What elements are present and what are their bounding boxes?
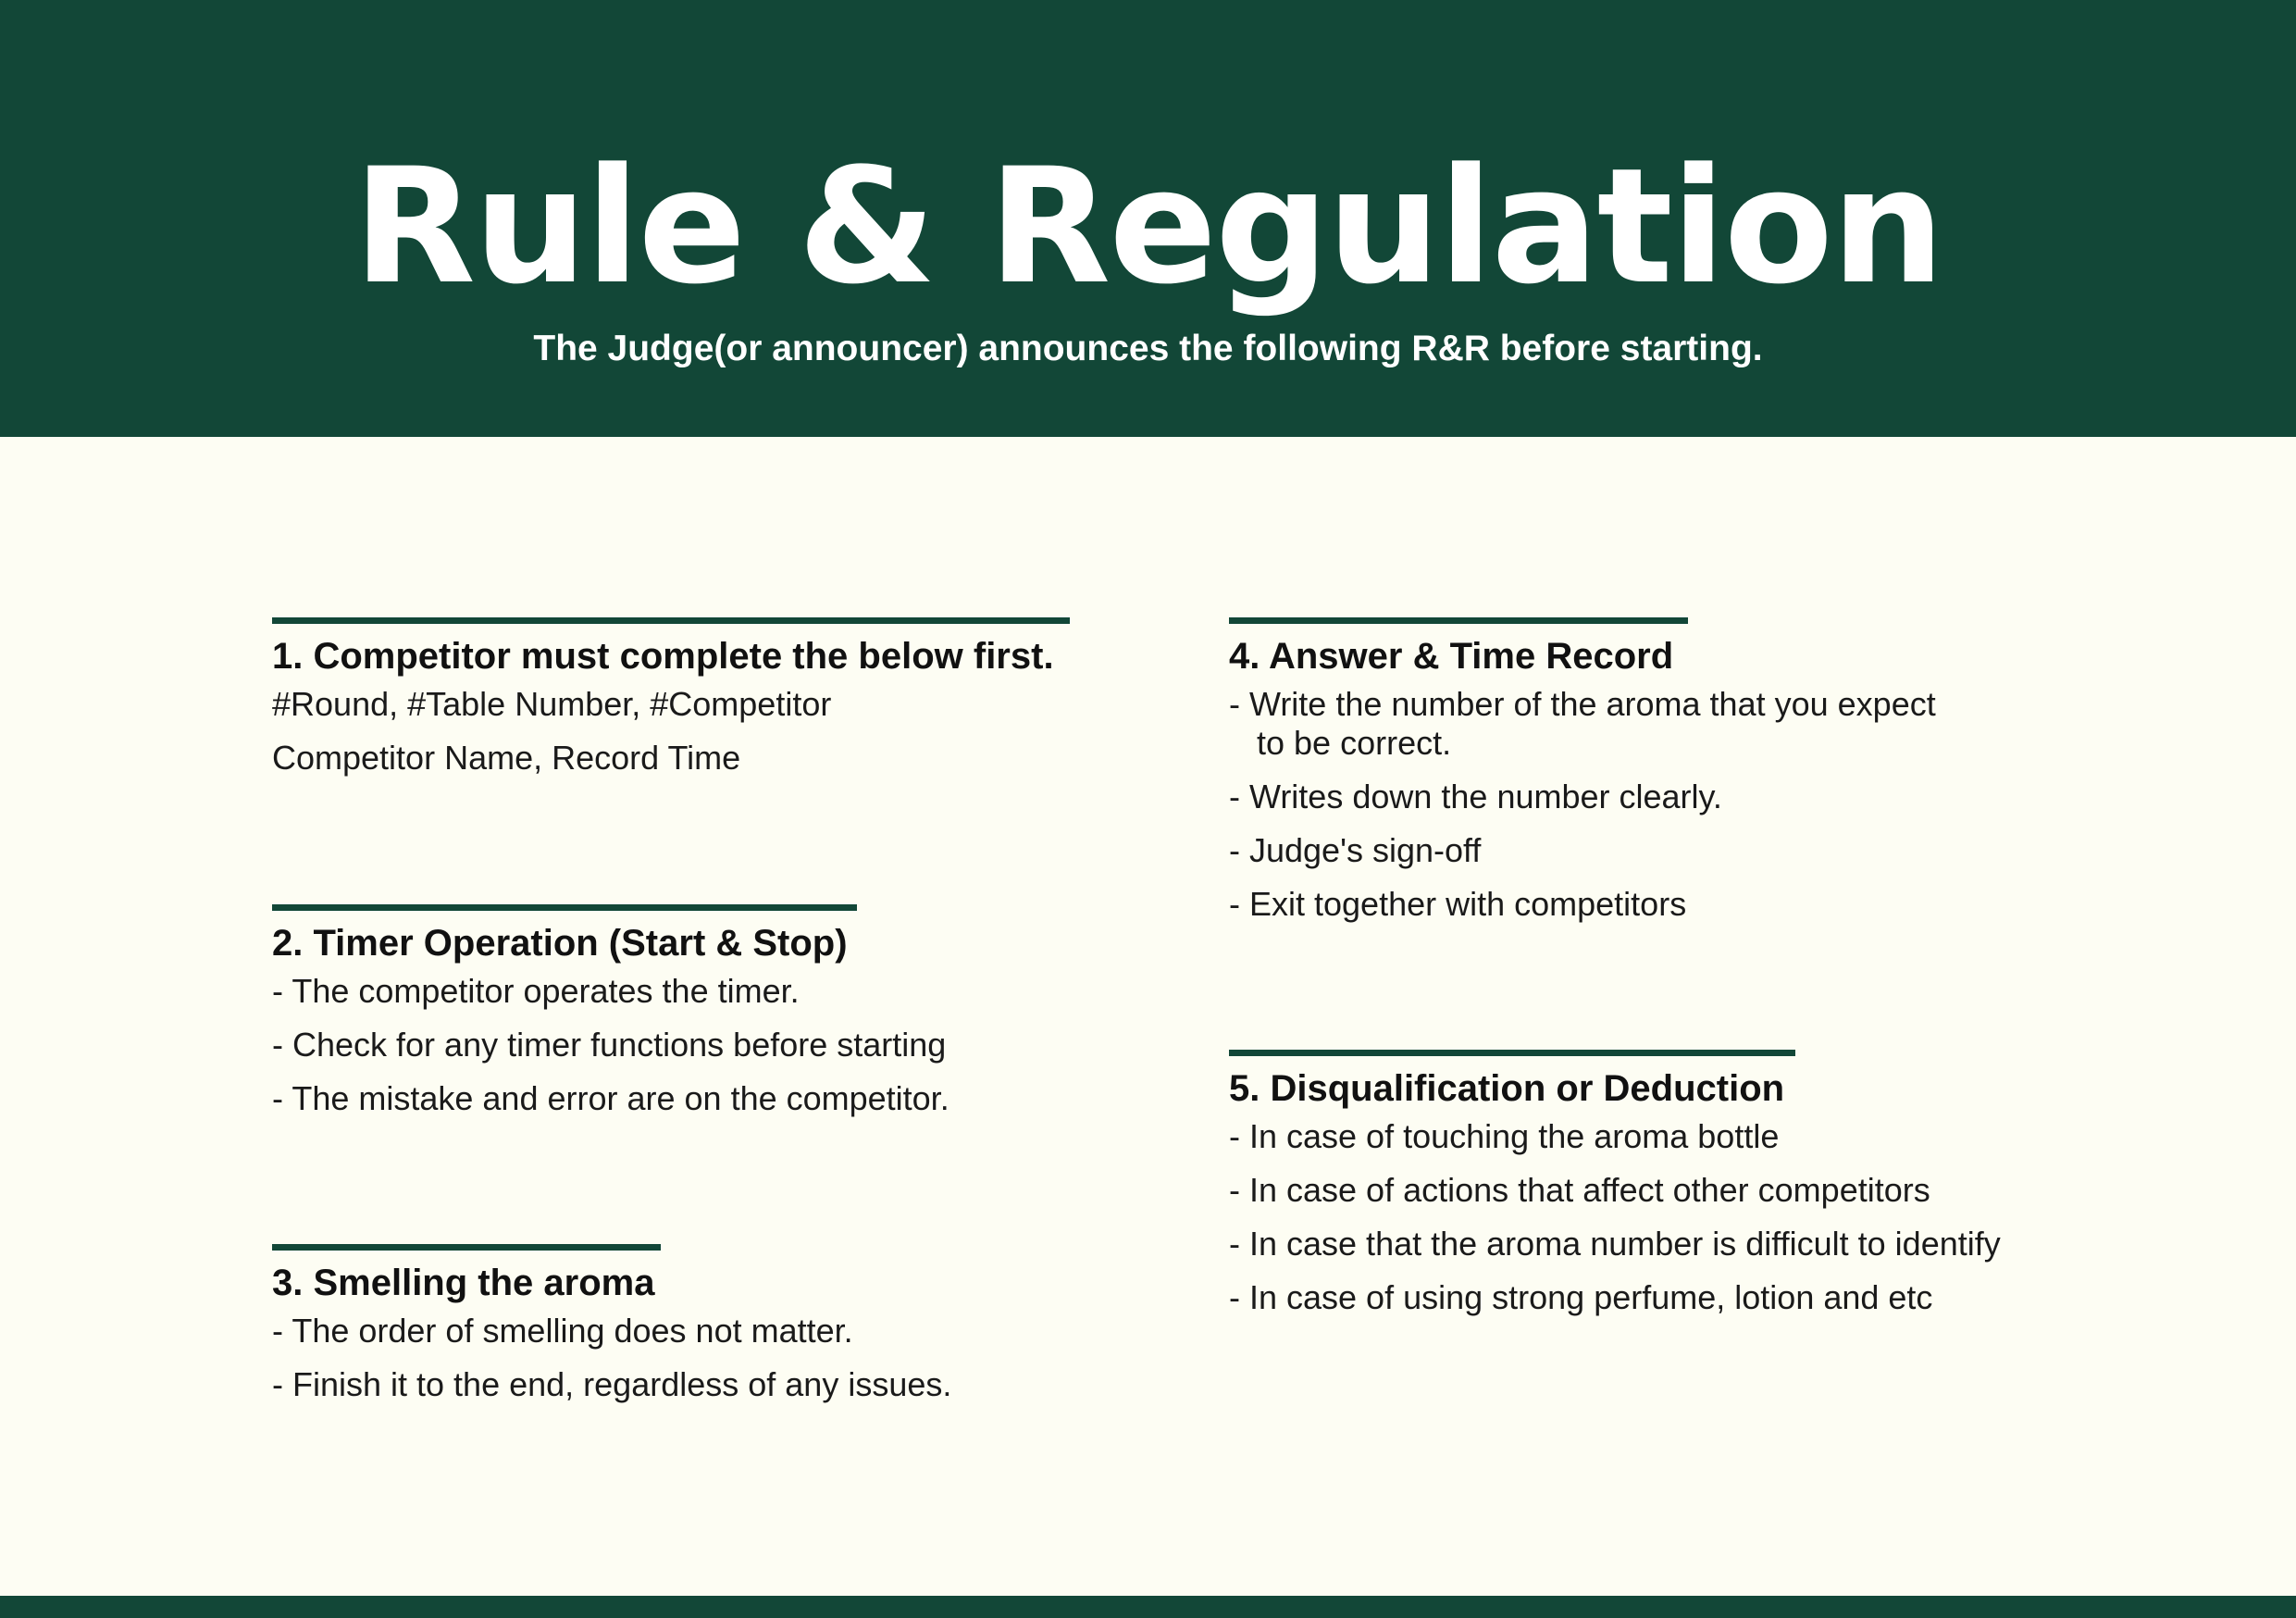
list-item: - Finish it to the end, regardless of any issues.	[272, 1365, 952, 1403]
section-heading: 1. Competitor must complete the below first.	[272, 636, 1054, 677]
list-item: - In case that the aroma number is difficult to identify	[1229, 1225, 2001, 1263]
section-heading: 3. Smelling the aroma	[272, 1263, 655, 1303]
footer-bar	[0, 1596, 2296, 1618]
header-banner	[0, 0, 2296, 437]
list-item: - Check for any timer functions before starting	[272, 1026, 947, 1064]
section-heading: 5. Disqualification or Deduction	[1229, 1068, 1785, 1109]
list-item: Competitor Name, Record Time	[272, 739, 741, 777]
list-item: #Round, #Table Number, #Competitor	[272, 685, 832, 723]
section-divider	[272, 617, 1070, 624]
list-item: - Writes down the number clearly.	[1229, 778, 1722, 815]
list-item: - Judge's sign-off	[1229, 831, 1482, 869]
section-items	[272, 1312, 1068, 1404]
section-items	[272, 972, 1068, 1118]
section-divider	[1229, 1050, 1795, 1056]
rule-section-4	[1229, 617, 2117, 924]
rule-section-2	[272, 904, 1068, 1118]
section-divider	[272, 1244, 661, 1251]
section-items	[1229, 685, 2117, 924]
list-item: - In case of touching the aroma bottle	[1229, 1117, 1780, 1155]
list-item: - In case of using strong perfume, lotion and etc	[1229, 1278, 1933, 1316]
section-items	[1229, 1117, 2117, 1317]
section-items	[272, 685, 1068, 778]
list-item: - Write the number of the aroma that you expect to be correct.	[1229, 685, 1936, 762]
list-item: - The competitor operates the timer.	[272, 972, 800, 1010]
list-item: - The order of smelling does not matter.	[272, 1312, 853, 1350]
rule-section-1	[272, 617, 1068, 778]
page-title: Rule & Regulation	[353, 133, 1943, 319]
section-divider	[272, 904, 857, 911]
rule-section-3	[272, 1244, 1068, 1404]
section-divider	[1229, 617, 1688, 624]
page-subtitle: The Judge(or announcer) announces the following R&R before starting.	[533, 329, 1763, 368]
section-heading: 2. Timer Operation (Start & Stop)	[272, 923, 848, 964]
list-item: - The mistake and error are on the competitor.	[272, 1079, 949, 1117]
list-item: - In case of actions that affect other competitors	[1229, 1171, 1930, 1209]
rule-section-5	[1229, 1050, 2117, 1317]
section-heading: 4. Answer & Time Record	[1229, 636, 1674, 677]
list-item: - Exit together with competitors	[1229, 885, 1687, 923]
